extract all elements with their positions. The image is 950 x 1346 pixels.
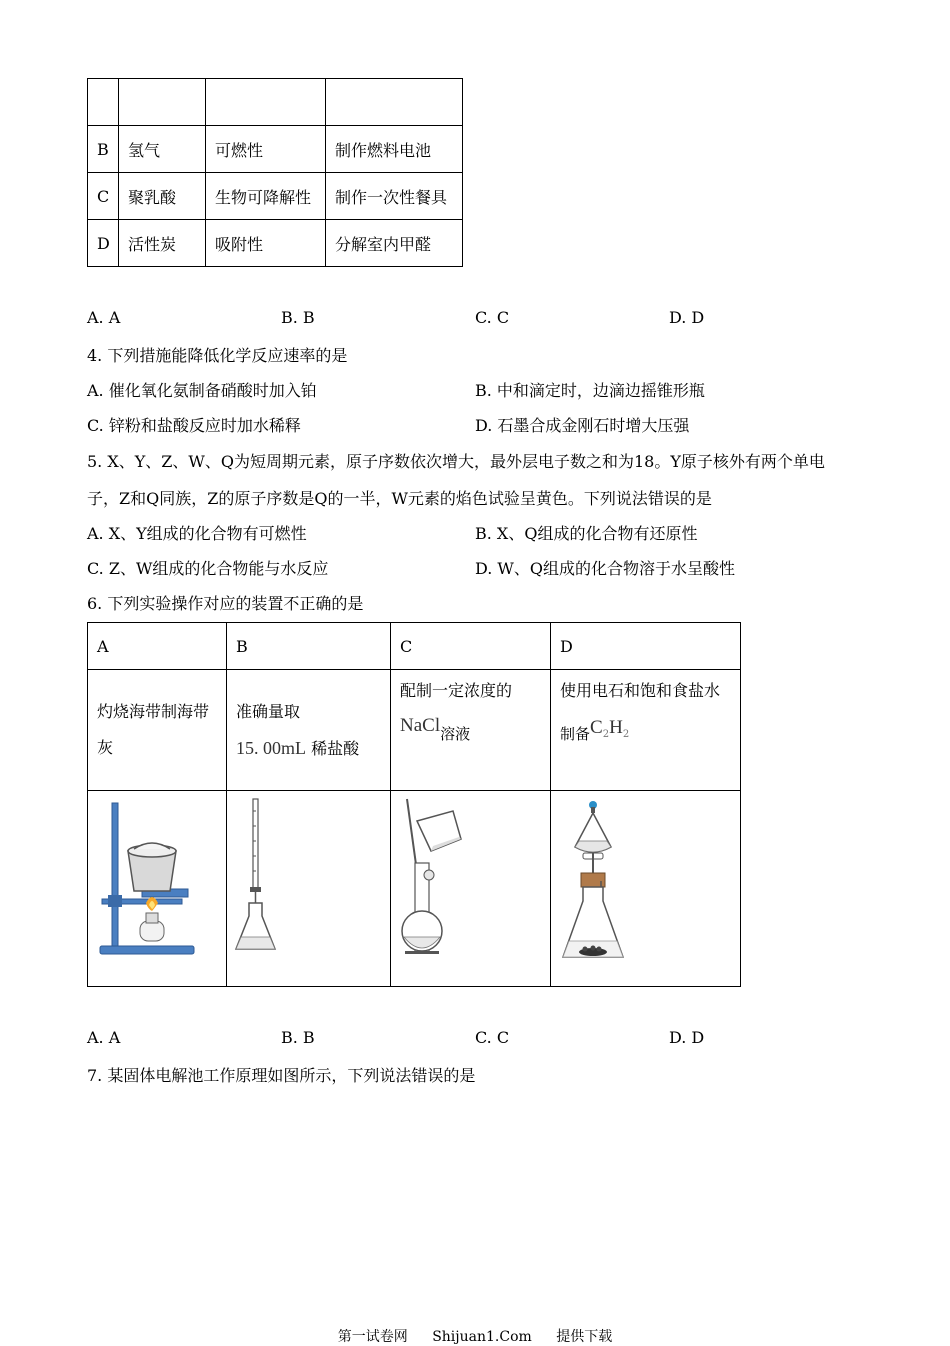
q3-table [87,78,463,267]
q6-desc-d-formula-c: C [590,717,603,738]
table-cell: 聚乳酸 [119,173,206,220]
table-row [88,623,741,670]
table-row [88,173,463,220]
q7-stem: 7. 某固体电解池工作原理如图所示，下列说法错误的是 [87,1066,476,1085]
q4-option-a[interactable]: A. 催化氧化氨制备硝酸时加入铂 [87,381,317,400]
q5-stem-line1: 5. X、Y、Z、W、Q为短周期元素，原子序数依次增大，最外层电子数之和为18。Y原子核外有两个单电 [87,452,825,471]
page-footer [0,1326,950,1346]
q6-desc-b-line1: 准确量取 [236,701,301,721]
q6-option-c[interactable]: C. C [475,1028,510,1047]
q5-option-a[interactable]: A. X、Y组成的化合物有可燃性 [87,524,307,543]
q6-desc-c-line1: 配制一定浓度的 [400,681,513,700]
table-cell [88,79,119,126]
table-cell: 吸附性 [206,220,326,267]
table-cell: 可燃性 [206,126,326,173]
table-cell: 制作一次性餐具 [326,173,463,220]
table-cell: 生物可降解性 [206,173,326,220]
q6-desc-a [88,670,227,791]
q6-desc-b-line2 [236,730,390,767]
q6-desc-d-prefix: 制备 [560,725,591,743]
q6-header-b: B [227,623,391,670]
table-cell: D [88,220,119,267]
q6-header-d: D [551,623,741,670]
q6-desc-c-line2 [400,715,550,743]
q3-option-b[interactable]: B. B [281,308,315,327]
q6-desc-d-sub1: 2 [602,729,610,740]
q3-option-a[interactable]: A. A [87,308,121,327]
q6-option-b[interactable]: B. B [281,1028,315,1047]
table-row [88,670,741,791]
q6-desc-d-line1: 使用电石和饱和食盐水 [560,681,721,700]
q3-option-d[interactable]: D. D [669,308,705,327]
table-cell [326,79,463,126]
table-row [88,220,463,267]
table-cell: 氢气 [119,126,206,173]
crucible-stand-icon [88,791,226,986]
q6-desc-c [391,670,551,791]
q6-stem: 6. 下列实验操作对应的装置不正确的是 [87,594,364,613]
q4-stem: 4. 下列措施能降低化学反应速率的是 [87,346,348,365]
q6-figure-b [227,791,391,987]
q6-desc-b-tail: 稀盐酸 [311,738,360,758]
q6-desc-c-formula: NaCl [400,715,441,736]
q6-figure-a [88,791,227,987]
q6-header-a: A [88,623,227,670]
q6-desc-d-sub2: 2 [622,729,630,740]
table-cell: 分解室内甲醛 [326,220,463,267]
table-row [88,126,463,173]
table-cell [119,79,206,126]
q6-desc-d-line2 [560,717,740,743]
volumetric-flask-icon [391,791,550,986]
q6-option-a[interactable]: A. A [87,1028,121,1047]
q6-option-d[interactable]: D. D [669,1028,705,1047]
q6-desc-c-tail: 溶液 [440,725,471,743]
table-row [88,79,463,126]
q6-table [87,622,741,987]
q6-desc-d [551,670,741,791]
footer-site-cn: 第一试卷网 [337,1329,408,1345]
q6-header-c: C [391,623,551,670]
table-cell: 活性炭 [119,220,206,267]
table-cell: 制作燃料电池 [326,126,463,173]
q6-desc-d-formula-h: H [609,717,623,738]
q6-desc-a-text: 灼烧海带制海带灰 [97,702,210,757]
q5-option-c[interactable]: C. Z、W组成的化合物能与水反应 [87,559,329,578]
table-cell: B [88,126,119,173]
table-cell: C [88,173,119,220]
q6-desc-b [227,670,391,791]
q3-option-c[interactable]: C. C [475,308,510,327]
gas-generator-icon [551,791,740,986]
table-row [88,791,741,987]
q4-option-d[interactable]: D. 石墨合成金刚石时增大压强 [475,416,690,435]
q6-figure-d [551,791,741,987]
q4-option-c[interactable]: C. 锌粉和盐酸反应时加水稀释 [87,416,301,435]
footer-site-en[interactable]: Shijuan1.Com [432,1329,532,1345]
q6-figure-c [391,791,551,987]
q5-option-d[interactable]: D. W、Q组成的化合物溶于水呈酸性 [475,559,735,578]
q5-option-b[interactable]: B. X、Q组成的化合物有还原性 [475,524,698,543]
q6-desc-b-value: 15. 00mL [236,737,306,758]
table-cell [206,79,326,126]
burette-flask-icon [227,791,390,986]
footer-action: 提供下载 [556,1329,613,1345]
q5-stem-line2: 子，Z和Q同族，Z的原子序数是Q的一半，W元素的焰色试验呈黄色。下列说法错误的是 [87,489,712,508]
q4-option-b[interactable]: B. 中和滴定时，边滴边摇锥形瓶 [475,381,705,400]
